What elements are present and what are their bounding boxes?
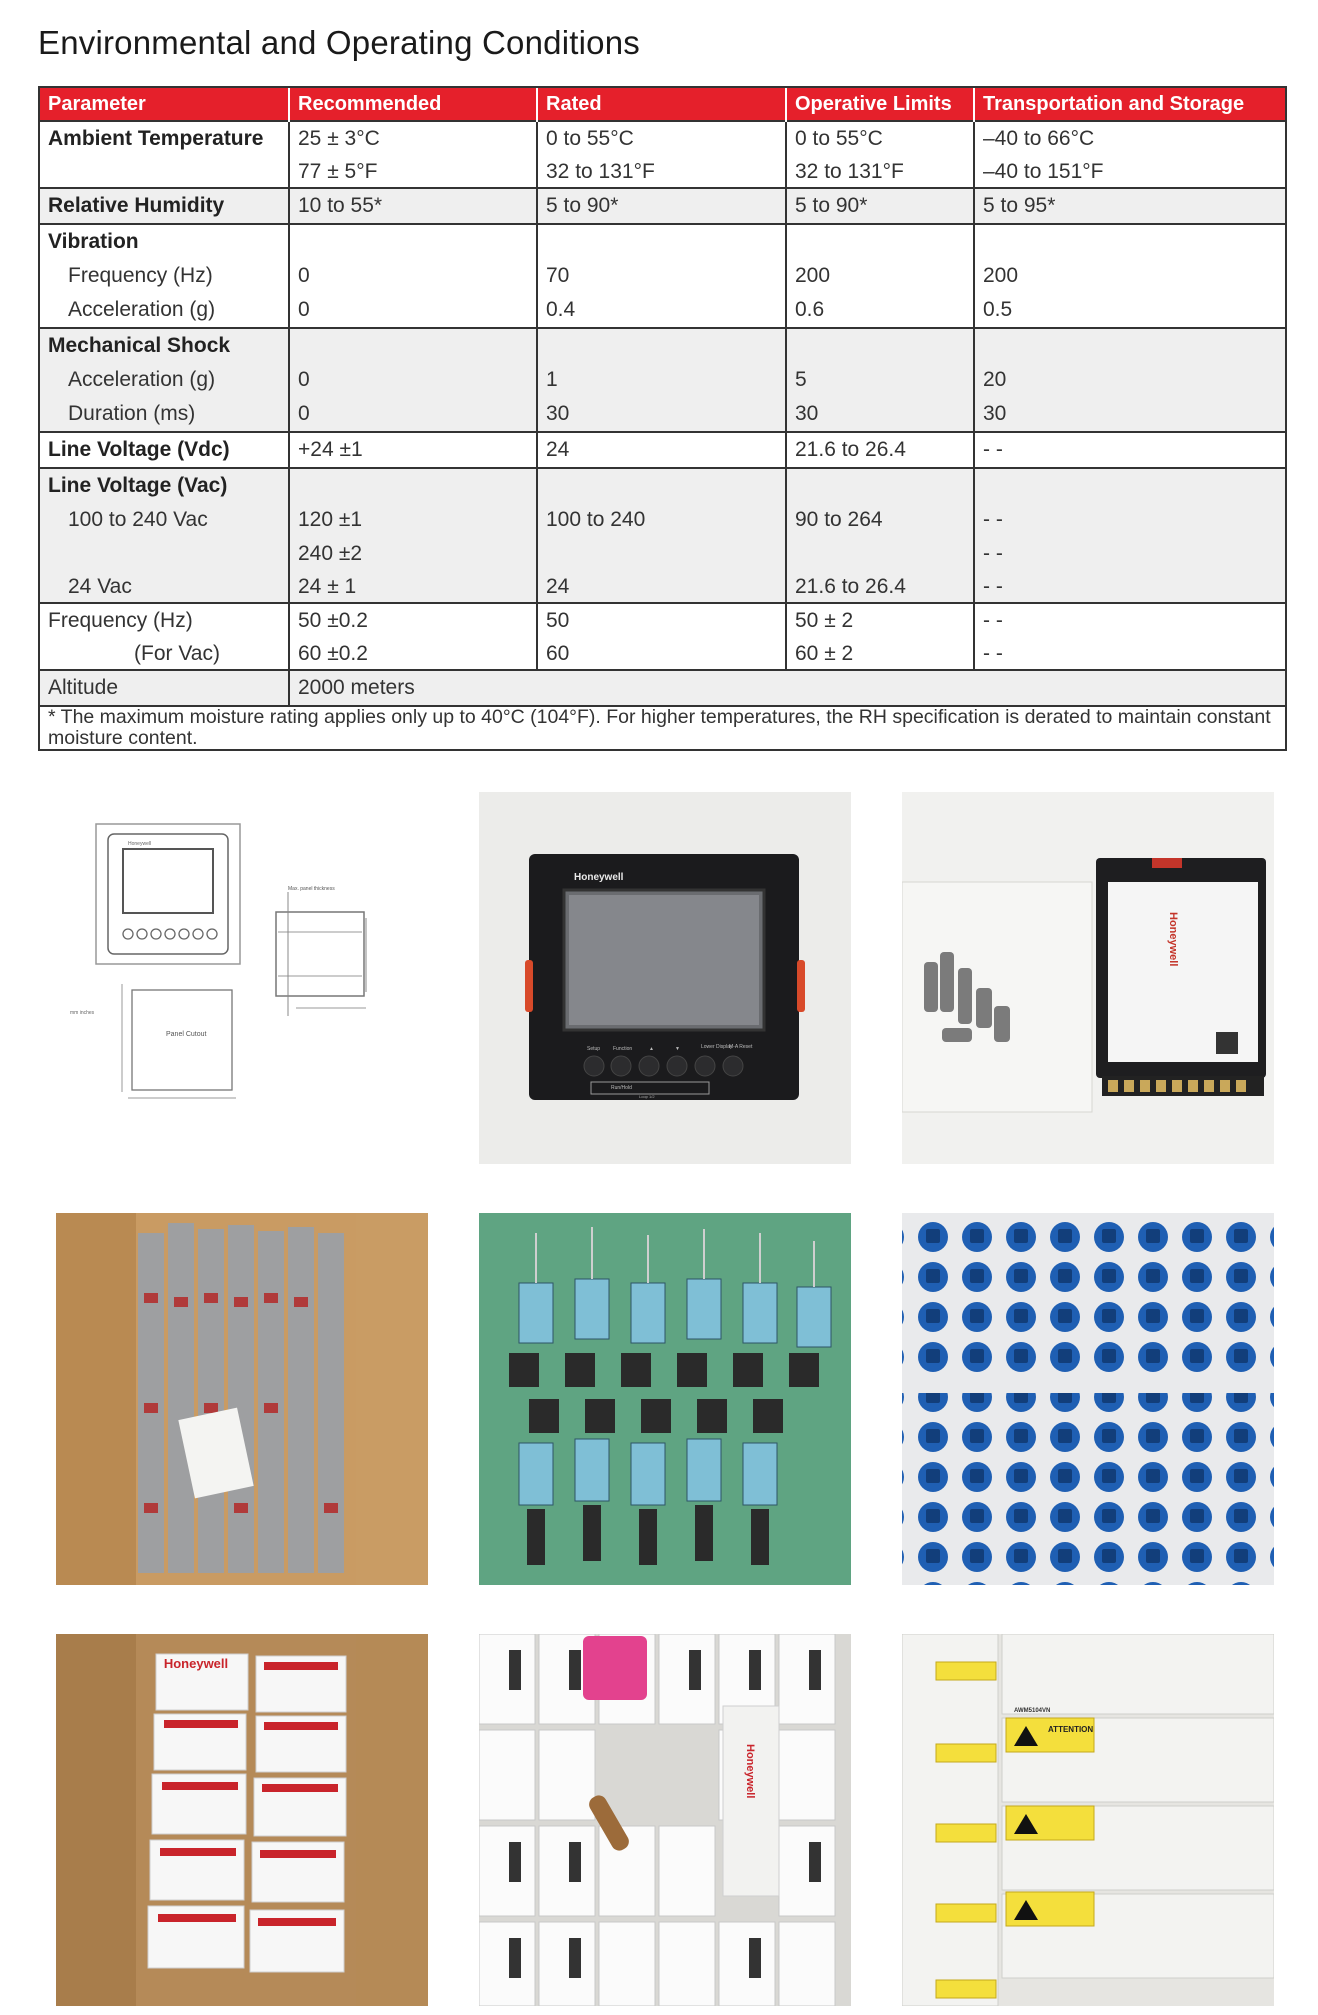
value: 0 to 55°C bbox=[546, 127, 634, 150]
value: 30 bbox=[546, 402, 570, 425]
cell-rated bbox=[537, 121, 786, 188]
param-label: Relative Humidity bbox=[48, 194, 225, 217]
value: –40 to 151°F bbox=[983, 160, 1104, 183]
cell-operative bbox=[786, 224, 974, 328]
value: 50 ± 2 bbox=[795, 609, 854, 632]
value: 24 bbox=[546, 575, 570, 598]
row-frequency bbox=[39, 603, 1286, 670]
value: 1 bbox=[546, 368, 558, 391]
value: 30 bbox=[795, 402, 819, 425]
cell-rated bbox=[537, 468, 786, 603]
value: 120 ±1 bbox=[298, 508, 363, 531]
key-label-lower-display: Lower Display bbox=[701, 1044, 733, 1050]
box-brand: Honeywell bbox=[744, 1744, 756, 1799]
value: 5 to 90* bbox=[546, 194, 619, 217]
cell-storage bbox=[974, 224, 1286, 328]
param-label: Line Voltage (Vdc) bbox=[48, 438, 230, 461]
cell-storage bbox=[974, 121, 1286, 188]
cell-recommended bbox=[289, 224, 537, 328]
cell-recommended bbox=[289, 432, 537, 468]
cell-rated bbox=[537, 188, 786, 224]
param-label: Mechanical Shock bbox=[48, 334, 231, 357]
controller-unit-photo bbox=[902, 792, 1274, 1164]
header-parameter: Parameter bbox=[39, 87, 289, 121]
drawing-max-panel-label: Max. panel thickness bbox=[288, 886, 335, 892]
value: 0.4 bbox=[546, 298, 576, 321]
header-recommended: Recommended bbox=[289, 87, 537, 121]
row-altitude bbox=[39, 670, 1286, 706]
cell-recommended bbox=[289, 603, 537, 670]
header-rated: Rated bbox=[537, 87, 786, 121]
cell-storage bbox=[974, 432, 1286, 468]
row-footnote bbox=[39, 706, 1286, 750]
value: 200 bbox=[983, 264, 1019, 287]
param-sublabel: 24 Vac bbox=[68, 575, 132, 598]
header-transport-storage: Transportation and Storage bbox=[974, 87, 1286, 121]
cell-storage bbox=[974, 328, 1286, 432]
cell-rated bbox=[537, 224, 786, 328]
drawing-panel-cutout-label: Panel Cutout bbox=[166, 1031, 207, 1038]
key-label-loop: Loop 1/2 bbox=[639, 1094, 655, 1099]
attention-labels-photo bbox=[902, 1634, 1274, 2006]
value: 5 bbox=[795, 368, 807, 391]
param-sublabel: 100 to 240 Vac bbox=[68, 508, 208, 531]
value: - - bbox=[983, 642, 1003, 665]
panel-brand: Honeywell bbox=[574, 872, 624, 883]
row-relative-humidity bbox=[39, 188, 1286, 224]
cell-recommended bbox=[289, 328, 537, 432]
value: 0 bbox=[298, 368, 310, 391]
cell-parameter bbox=[39, 432, 289, 468]
page-title: Environmental and Operating Conditions bbox=[38, 24, 640, 61]
cell-operative bbox=[786, 188, 974, 224]
unit-brand: Honeywell bbox=[1167, 912, 1179, 967]
value: - - bbox=[983, 575, 1003, 598]
part-number-text: AWM5104VN bbox=[1014, 1708, 1051, 1714]
value: 32 to 131°F bbox=[795, 160, 904, 183]
controller-front-photo bbox=[479, 792, 851, 1164]
param-sublabel: Acceleration (g) bbox=[68, 298, 216, 321]
value: 60 ±0.2 bbox=[298, 642, 368, 665]
param-label: Altitude bbox=[48, 676, 119, 699]
value: 20 bbox=[983, 368, 1007, 391]
param-sublabel: Duration (ms) bbox=[68, 402, 196, 425]
value: 100 to 240 bbox=[546, 508, 646, 531]
value: 90 to 264 bbox=[795, 508, 883, 531]
param-sublabel: Frequency (Hz) bbox=[68, 264, 213, 287]
dimension-drawing-image bbox=[56, 792, 428, 1164]
cell-operative bbox=[786, 468, 974, 603]
param-label: Line Voltage (Vac) bbox=[48, 474, 228, 497]
limit-switches bbox=[479, 1213, 851, 1585]
row-line-voltage-vdc bbox=[39, 432, 1286, 468]
cell-recommended bbox=[289, 468, 537, 603]
table-footnote: * The maximum moisture rating applies only up to 40°C (104°F). For higher temperatures, the RH specification is derated to maintain constant moisture content. bbox=[39, 706, 1286, 750]
attention-labels bbox=[902, 1634, 1274, 2006]
honeywell-boxes bbox=[56, 1634, 428, 2006]
key-label-run-hold: Run/Hold bbox=[611, 1085, 632, 1091]
value: 77 ± 5°F bbox=[298, 160, 378, 183]
white-boxes bbox=[479, 1634, 851, 2006]
row-ambient-temperature bbox=[39, 121, 1286, 188]
param-label: Vibration bbox=[48, 230, 139, 253]
cell-rated bbox=[537, 432, 786, 468]
environmental-conditions-table bbox=[38, 86, 1287, 751]
row-mechanical-shock bbox=[39, 328, 1286, 432]
cell-storage bbox=[974, 603, 1286, 670]
cell-storage bbox=[974, 468, 1286, 603]
cell-parameter bbox=[39, 468, 289, 603]
value: 0 bbox=[298, 298, 310, 321]
packed-parts-box-photo bbox=[56, 1213, 428, 1585]
table-header-row bbox=[39, 87, 1286, 121]
value: - - bbox=[983, 609, 1003, 632]
value: 5 to 90* bbox=[795, 194, 868, 217]
cell-parameter bbox=[39, 188, 289, 224]
cell-operative bbox=[786, 603, 974, 670]
value: 24 ± 1 bbox=[298, 575, 357, 598]
key-label-down: ▼ bbox=[675, 1046, 680, 1052]
packed-parts-box bbox=[56, 1213, 428, 1585]
param-sublabel: (For Vac) bbox=[134, 642, 220, 665]
row-vibration bbox=[39, 224, 1286, 328]
value: 10 to 55* bbox=[298, 194, 383, 217]
value: 32 to 131°F bbox=[546, 160, 655, 183]
key-label-ma-reset: M-A Reset bbox=[729, 1044, 753, 1050]
honeywell-boxes-photo bbox=[56, 1634, 428, 2006]
cell-parameter bbox=[39, 670, 289, 706]
cell-parameter bbox=[39, 603, 289, 670]
value: 70 bbox=[546, 264, 570, 287]
cell-recommended bbox=[289, 121, 537, 188]
value: - - bbox=[983, 542, 1003, 565]
cell-operative bbox=[786, 432, 974, 468]
value: 240 ±2 bbox=[298, 542, 363, 565]
value: +24 ±1 bbox=[298, 438, 363, 461]
drawing-brand: Honeywell bbox=[128, 841, 152, 847]
limit-switches-photo bbox=[479, 1213, 851, 1585]
cell-storage bbox=[974, 188, 1286, 224]
value: 60 ± 2 bbox=[795, 642, 854, 665]
dimension-drawing bbox=[56, 792, 428, 1164]
row-line-voltage-vac bbox=[39, 468, 1286, 603]
value: 21.6 to 26.4 bbox=[795, 438, 906, 461]
value: 50 ±0.2 bbox=[298, 609, 368, 632]
blue-connectors bbox=[902, 1213, 1274, 1585]
value: 21.6 to 26.4 bbox=[795, 575, 906, 598]
attention-text: ATTENTION bbox=[1048, 1725, 1094, 1734]
value: 0.5 bbox=[983, 298, 1013, 321]
value: 60 bbox=[546, 642, 570, 665]
param-sublabel: Acceleration (g) bbox=[68, 368, 216, 391]
key-label-up: ▲ bbox=[649, 1046, 654, 1052]
controller-unit bbox=[902, 792, 1274, 1164]
param-label: Ambient Temperature bbox=[48, 127, 264, 150]
cell-rated bbox=[537, 328, 786, 432]
key-label-setup: Setup bbox=[587, 1046, 601, 1052]
key-label-function: Function bbox=[613, 1046, 633, 1052]
value: –40 to 66°C bbox=[983, 127, 1095, 150]
value: 5 to 95* bbox=[983, 194, 1056, 217]
value: 0 bbox=[298, 264, 310, 287]
cell-parameter bbox=[39, 224, 289, 328]
param-label: Frequency (Hz) bbox=[48, 609, 193, 632]
value: 50 bbox=[546, 609, 570, 632]
value: 200 bbox=[795, 264, 831, 287]
drawing-units-label: mm inches bbox=[70, 1010, 95, 1016]
cell-parameter bbox=[39, 121, 289, 188]
value: - - bbox=[983, 438, 1003, 461]
white-boxes-photo bbox=[479, 1634, 851, 2006]
header-operative-limits: Operative Limits bbox=[786, 87, 974, 121]
value: 24 bbox=[546, 438, 570, 461]
blue-connectors-photo bbox=[902, 1213, 1274, 1585]
controller-front bbox=[479, 792, 851, 1164]
cell-operative bbox=[786, 121, 974, 188]
value: 0.6 bbox=[795, 298, 825, 321]
value: - - bbox=[983, 508, 1003, 531]
cell-rated bbox=[537, 603, 786, 670]
value: 0 bbox=[298, 402, 310, 425]
cell-altitude-value bbox=[289, 670, 1286, 706]
value: 30 bbox=[983, 402, 1007, 425]
cell-parameter bbox=[39, 328, 289, 432]
value: 2000 meters bbox=[298, 676, 415, 699]
cell-recommended bbox=[289, 188, 537, 224]
cell-operative bbox=[786, 328, 974, 432]
value: 25 ± 3°C bbox=[298, 127, 380, 150]
box-brand: Honeywell bbox=[163, 1656, 229, 1671]
value: 0 to 55°C bbox=[795, 127, 883, 150]
